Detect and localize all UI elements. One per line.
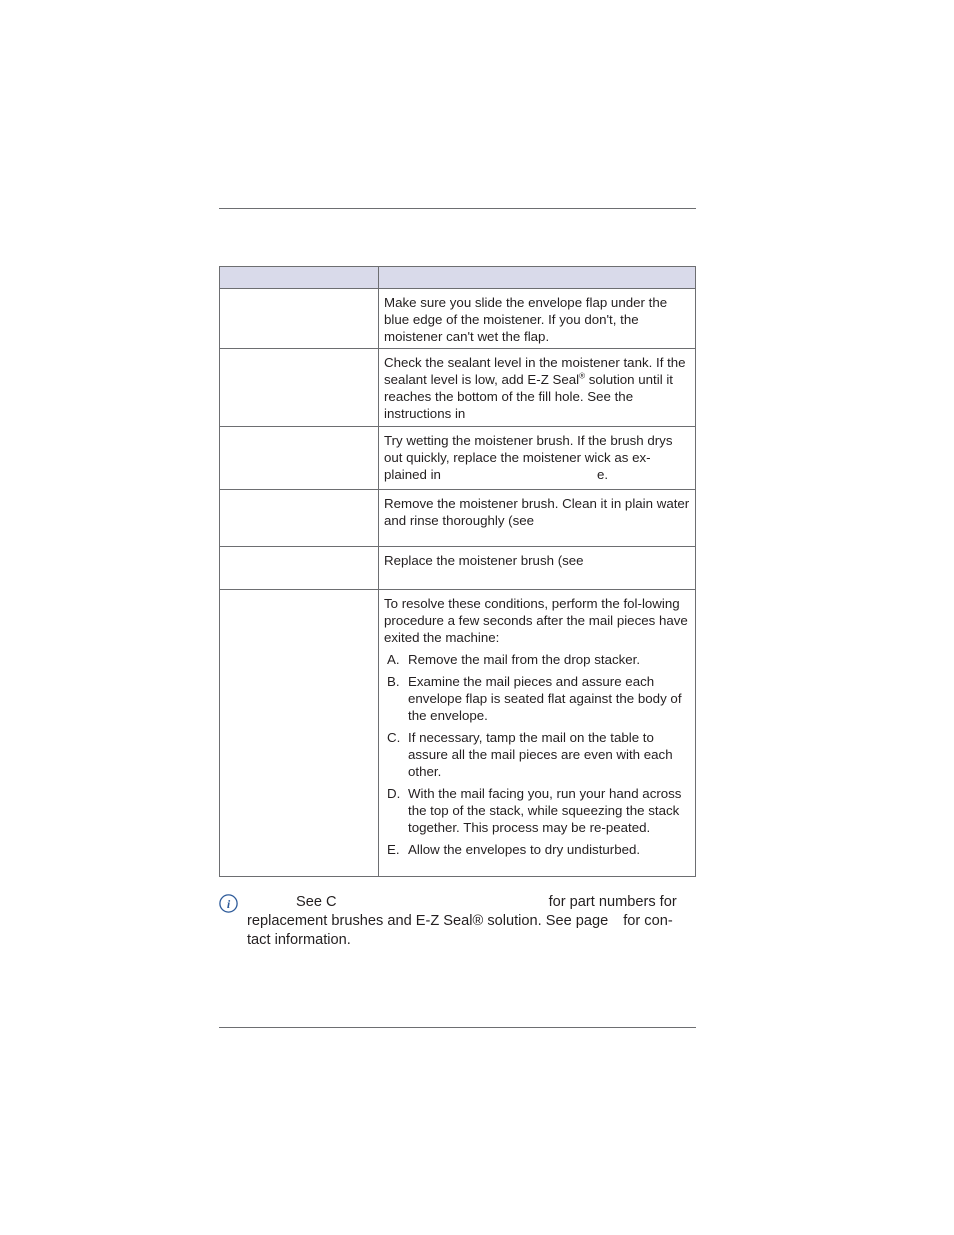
solution-cell <box>379 490 696 547</box>
registered-mark: ® <box>579 371 586 381</box>
solution-text <box>379 427 695 486</box>
table-row <box>220 289 696 349</box>
solution-text: Remove the moistener brush. Clean it in plain water and rinse thoroughly (see <box>384 496 690 528</box>
table-row <box>220 590 696 877</box>
solution-text <box>379 590 695 866</box>
step-letter: A. <box>387 652 400 667</box>
step-letter: B. <box>387 674 400 689</box>
procedure-step <box>384 673 690 724</box>
solution-text-part: e. <box>596 467 609 482</box>
solution-text: Make sure you slide the envelope flap under the blue edge of the moistener. If you don't, the moistener can't wet the flap. <box>384 295 668 344</box>
step-text: If necessary, tamp the mail on the table to assure all the mail pieces are even with each other. <box>408 730 673 779</box>
info-icon <box>219 894 238 913</box>
solution-text <box>379 349 695 425</box>
troubleshooting-table <box>219 266 696 877</box>
solution-cell <box>379 349 696 427</box>
note-text-part: for con- <box>623 913 673 929</box>
problem-cell <box>220 490 379 547</box>
header-rule <box>219 208 696 209</box>
table-header-row <box>220 267 696 289</box>
table-row <box>220 349 696 427</box>
svg-text:i: i <box>226 897 231 911</box>
step-text: Remove the mail from the drop stacker. <box>408 652 641 667</box>
note-text-part: See C <box>296 894 337 910</box>
solution-cell <box>379 547 696 590</box>
note-text <box>247 893 692 950</box>
step-text: With the mail facing you, run your hand across the top of the stack, while squeezing the stack together. This process may be re-peated. <box>408 786 682 835</box>
step-text: Examine the mail pieces and assure each envelope flap is seated flat against the body of the envelope. <box>408 674 682 723</box>
solution-cell <box>379 427 696 490</box>
problem-cell <box>220 427 379 490</box>
note-text-part: for part numbers for <box>548 894 677 910</box>
table-row <box>220 490 696 547</box>
procedure-step <box>384 729 690 780</box>
procedure-step <box>384 651 690 668</box>
solution-cell <box>379 590 696 877</box>
problem-cell <box>220 547 379 590</box>
footer-rule <box>219 1027 696 1028</box>
step-letter: C. <box>387 730 401 745</box>
note-text-part: replacement brushes and E-Z Seal® solution. See page <box>247 913 609 929</box>
table-row <box>220 547 696 590</box>
procedure-steps <box>384 651 690 858</box>
note-line: tact information. <box>247 932 351 948</box>
table-row <box>220 427 696 490</box>
step-text: Allow the envelopes to dry undisturbed. <box>408 842 641 857</box>
problem-cell <box>220 590 379 877</box>
procedure-step <box>384 785 690 836</box>
header-cell-solution <box>379 267 696 289</box>
solution-cell <box>379 289 696 349</box>
solution-text-part: Check the sealant level in the moistener tank. If the sealant level is low, add E-Z Seal <box>384 355 686 387</box>
step-letter: D. <box>387 786 401 801</box>
solution-text-part: solution until it reaches the bottom of the fill hole. See the instructions in <box>384 372 673 421</box>
header-cell-problem <box>220 267 379 289</box>
note-line <box>247 893 692 912</box>
procedure-intro: To resolve these conditions, perform the fol-lowing procedure a few seconds after the mail pieces have exited the machine: <box>384 596 688 645</box>
procedure-step <box>384 841 690 858</box>
note-line <box>247 912 692 931</box>
problem-cell <box>220 289 379 349</box>
problem-cell <box>220 349 379 427</box>
solution-text: Replace the moistener brush (see <box>384 553 584 568</box>
solution-text-part: Try wetting the moistener brush. If the brush drys out quickly, replace the moistener wick as ex-plained in <box>384 433 673 482</box>
step-letter: E. <box>387 842 400 857</box>
